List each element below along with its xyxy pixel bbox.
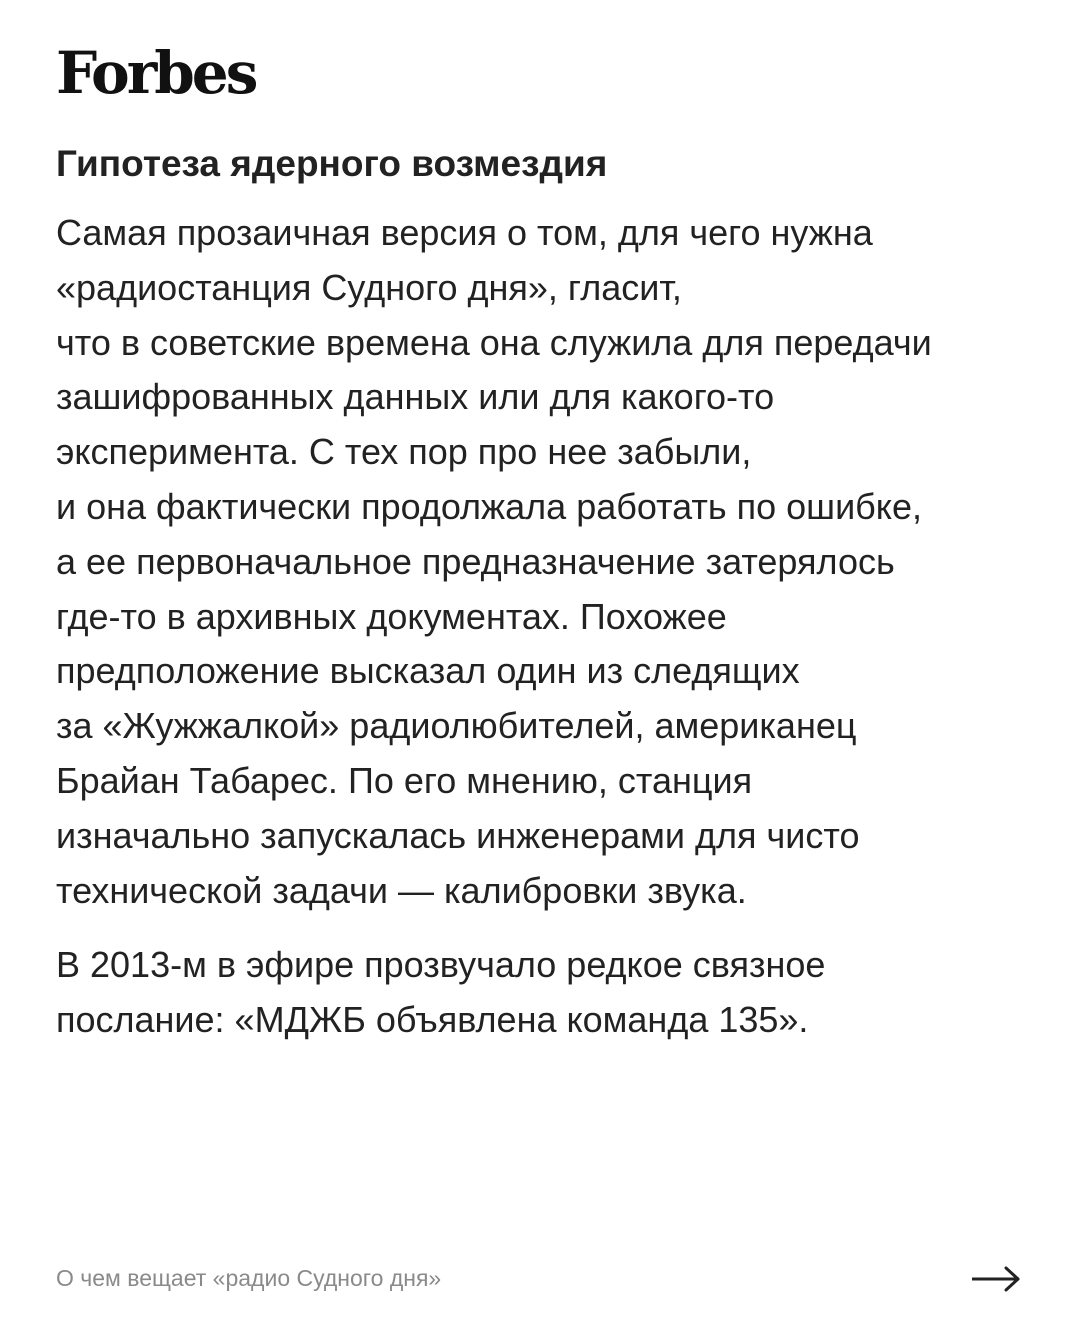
paragraph-line: послание: «МДЖБ объявлена команда 135». xyxy=(56,999,809,1041)
paragraph-line: технической задачи — калибровки звука. xyxy=(56,869,747,911)
paragraph-line: Самая прозаичная версия о том, для чего нужна xyxy=(56,212,873,253)
next-article-link[interactable]: О чем вещает «радио Судного дня» xyxy=(56,1265,442,1291)
paragraph-line: зашифрованных данных или для какого-то xyxy=(56,376,775,418)
paragraph-line: «радиостанция Судного дня», гласит, xyxy=(56,266,682,308)
paragraph-line: изначально запускалась инженерами для чисто xyxy=(56,814,860,856)
article-heading: Гипотеза ядерного возмездия xyxy=(56,143,608,184)
arrow-right-icon[interactable] xyxy=(972,1266,1020,1292)
paragraph-line: за «Жужжалкой» радиолюбителей, американец xyxy=(56,705,857,747)
paragraph-line: Брайан Табарес. По его мнению, станция xyxy=(56,759,753,801)
paragraph-line: где-то в архивных документах. Похожее xyxy=(56,595,727,637)
article-body xyxy=(56,206,1036,1068)
paragraph-line: предположение высказал один из следящих xyxy=(56,650,800,692)
paragraph-2 xyxy=(56,938,1036,1048)
forbes-logo: Forbes xyxy=(56,39,256,107)
paragraph-line: что в советские времена она служила для передачи xyxy=(56,321,932,363)
paragraph-line: а ее первоначальное предназначение затерялось xyxy=(56,540,895,582)
paragraph-1 xyxy=(56,206,1036,918)
paragraph-line: эксперимента. С тех пор про нее забыли, xyxy=(56,431,752,473)
paragraph-line: В 2013-м в эфире прозвучало редкое связное xyxy=(56,944,826,986)
paragraph-line: и она фактически продолжала работать по ошибке, xyxy=(56,485,922,527)
